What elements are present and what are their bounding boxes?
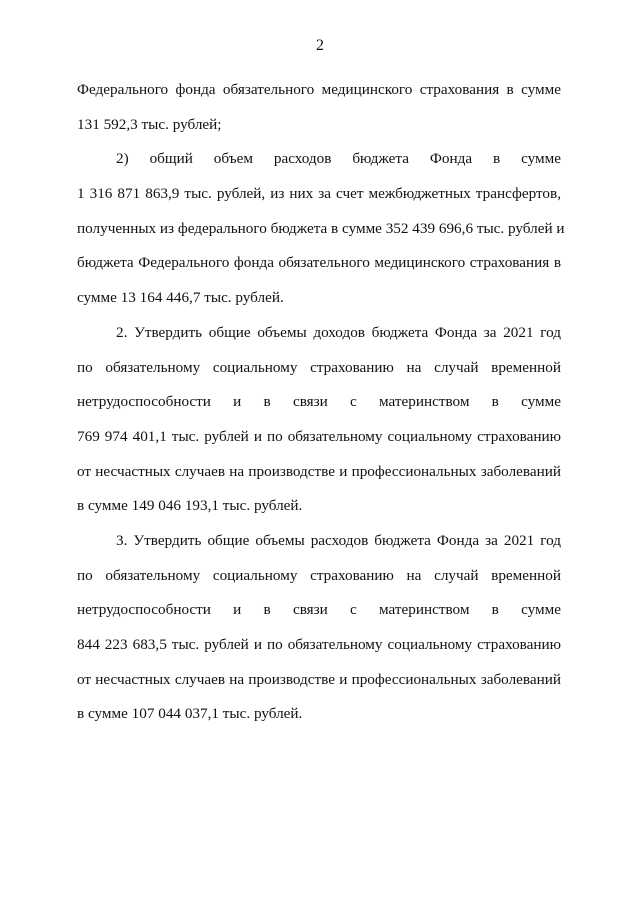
text-line: полученных из федерального бюджета в сумме 352 439 696,6 тыс. рублей и	[77, 219, 565, 237]
document-body	[77, 73, 565, 732]
text-line: нетрудоспособности и в связи с материнством в сумме	[77, 601, 561, 619]
text-line: 769 974 401,1 тыс. рублей и по обязательному социальному страхованию	[77, 427, 561, 445]
text-line: сумме 13 164 446,7 тыс. рублей.	[77, 289, 284, 307]
text-line: 3. Утвердить общие объемы расходов бюджета Фонда за 2021 год	[116, 531, 561, 549]
text-line: нетрудоспособности и в связи с материнством в сумме	[77, 393, 561, 411]
text-line: от несчастных случаев на производстве и профессиональных заболеваний	[77, 670, 561, 688]
text-line: 844 223 683,5 тыс. рублей и по обязательному социальному страхованию	[77, 636, 561, 653]
text-line: 1 316 871 863,9 тыс. рублей, из них за счет межбюджетных трансфертов,	[77, 185, 561, 203]
text-line: 2) общий объем расходов бюджета Фонда в сумме	[116, 150, 561, 168]
text-line: по обязательному социальному страхованию на случай временной	[77, 566, 561, 584]
text-line: от несчастных случаев на производстве и профессиональных заболеваний	[77, 462, 561, 480]
text-line: в сумме 107 044 037,1 тыс. рублей.	[77, 705, 303, 723]
text-line: 131 592,3 тыс. рублей;	[77, 115, 222, 133]
text-line: 2. Утвердить общие объемы доходов бюджета Фонда за 2021 год	[116, 323, 561, 341]
page-number: 2	[316, 37, 324, 54]
text-line: в сумме 149 046 193,1 тыс. рублей.	[77, 497, 303, 515]
text-line: по обязательному социальному страхованию на случай временной	[77, 358, 561, 376]
text-line: Федерального фонда обязательного медицинского страхования в сумме	[77, 81, 561, 98]
text-line: бюджета Федерального фонда обязательного медицинского страхования в	[77, 254, 561, 272]
